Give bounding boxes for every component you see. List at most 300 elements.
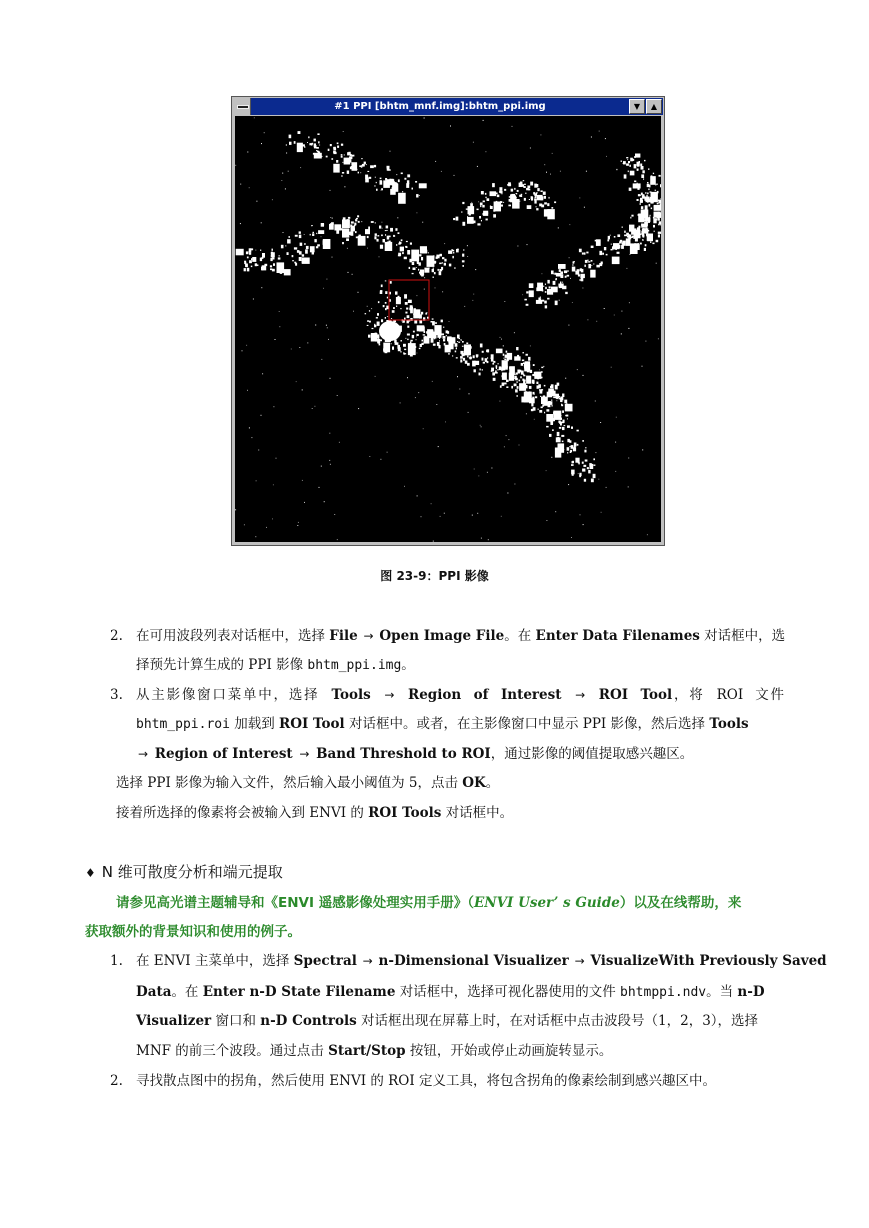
- ppi-speckle: [596, 321, 597, 322]
- ppi-speckle: [304, 243, 306, 244]
- ppi-speckle: [348, 272, 349, 273]
- ppi-speckle: [455, 343, 458, 347]
- ppi-speckle: [343, 230, 346, 234]
- ppi-speckle: [279, 326, 280, 327]
- ppi-speckle: [501, 339, 502, 340]
- ppi-speckle: [279, 255, 280, 256]
- ppi-speckle: [379, 256, 380, 257]
- ppi-speckle: [400, 351, 402, 352]
- ppi-speckle: [504, 359, 506, 360]
- ppi-speckle: [382, 228, 383, 229]
- ppi-speckle: [628, 328, 629, 329]
- ppi-speckle: [467, 216, 468, 217]
- ppi-speckle: [377, 313, 379, 316]
- ppi-speckle: [496, 368, 497, 370]
- ppi-speckle: [287, 252, 289, 255]
- ppi-speckle: [407, 315, 410, 318]
- ppi-speckle: [479, 373, 481, 376]
- ppi-speckle: [630, 158, 633, 162]
- ppi-speckle: [560, 418, 562, 420]
- ppi-speckle: [246, 345, 247, 346]
- ppi-speckle: [562, 410, 564, 413]
- maximize-button[interactable]: ▲: [646, 99, 662, 114]
- ppi-speckle: [621, 311, 622, 312]
- ppi-speckle: [307, 247, 308, 248]
- ppi-speckle: [403, 344, 406, 347]
- ppi-speckle: [402, 252, 404, 254]
- ppi-speckle: [647, 184, 650, 187]
- ppi-speckle: [517, 386, 519, 389]
- ppi-speckle: [342, 172, 344, 174]
- window-titlebar: [233, 98, 663, 115]
- ppi-speckle: [387, 297, 388, 299]
- ppi-speckle: [390, 281, 392, 284]
- ppi-speckle: [587, 319, 588, 320]
- ppi-speckle: [433, 268, 434, 270]
- ppi-speckle: [333, 151, 336, 154]
- ppi-speckle: [334, 224, 341, 230]
- ppi-speckle: [456, 217, 459, 221]
- ppi-speckle: [455, 351, 457, 353]
- ppi-speckle: [501, 516, 502, 517]
- ppi-speckle: [327, 327, 328, 328]
- ppi-speckle: [368, 177, 371, 179]
- ppi-speckle: [558, 445, 559, 447]
- ppi-speckle: [523, 362, 525, 364]
- ppi-speckle: [321, 466, 322, 467]
- ppi-speckle: [292, 255, 294, 257]
- ppi-speckle: [422, 222, 423, 223]
- ppi-speckle: [478, 475, 479, 476]
- ppi-speckle: [271, 255, 272, 256]
- ppi-speckle: [623, 243, 624, 244]
- ppi-speckle: [504, 189, 506, 191]
- ppi-speckle: [272, 199, 273, 200]
- ppi-speckle: [522, 360, 524, 362]
- ppi-speckle: [553, 273, 554, 274]
- ppi-speckle: [522, 401, 523, 402]
- ppi-speckle: [660, 203, 661, 205]
- ppi-speckle: [392, 346, 393, 348]
- ppi-speckle: [442, 257, 444, 259]
- ppi-speckle: [486, 219, 488, 221]
- ppi-speckle: [444, 243, 445, 244]
- ppi-image[interactable]: [235, 116, 661, 542]
- ppi-speckle: [651, 208, 652, 210]
- ppi-speckle: [645, 244, 647, 246]
- ppi-speckle: [463, 202, 465, 203]
- ppi-speckle: [464, 306, 465, 307]
- ppi-speckle: [541, 377, 543, 379]
- section-note-line-2: 获取额外的背景知识和使用的例子。: [85, 924, 301, 940]
- ppi-speckle: [604, 247, 606, 250]
- ppi-speckle: [643, 178, 644, 179]
- ppi-speckle: [539, 298, 541, 300]
- ppi-speckle: [284, 269, 291, 275]
- ppi-speckle: [422, 340, 424, 342]
- ppi-speckle: [642, 232, 644, 235]
- ppi-speckle: [527, 369, 530, 373]
- ppi-speckle: [447, 331, 449, 334]
- system-menu-button[interactable]: [233, 98, 251, 115]
- ppi-speckle: [606, 487, 607, 488]
- ppi-speckle: [583, 524, 584, 525]
- ppi-speckle: [638, 243, 639, 245]
- ppi-speckle: [347, 171, 349, 174]
- ppi-speckle: [623, 161, 626, 164]
- ppi-speckle: [359, 165, 361, 167]
- ppi-speckle: [541, 190, 543, 192]
- ppi-speckle: [544, 209, 550, 216]
- step-b1-number: 1.: [110, 953, 123, 969]
- ppi-speckle: [332, 257, 333, 258]
- ppi-speckle: [573, 261, 575, 263]
- ppi-speckle: [659, 175, 661, 177]
- ppi-speckle: [491, 468, 492, 469]
- ppi-speckle: [655, 190, 656, 191]
- ppi-speckle: [418, 269, 419, 271]
- ppi-speckle: [285, 246, 286, 247]
- ppi-speckle: [520, 182, 523, 185]
- ppi-speckle: [622, 163, 623, 164]
- ppi-speckle: [626, 243, 627, 245]
- ppi-speckle: [598, 479, 599, 480]
- ppi-speckle: [461, 361, 462, 362]
- ppi-speckle: [480, 203, 483, 206]
- ppi-speckle: [564, 425, 566, 426]
- ppi-speckle: [324, 501, 325, 502]
- ppi-speckle: [311, 144, 312, 146]
- ppi-speckle: [472, 515, 473, 516]
- ppi-speckle: [378, 337, 379, 339]
- ppi-speckle: [477, 223, 480, 225]
- ppi-speckle: [650, 182, 651, 184]
- ppi-speckle: [431, 338, 434, 342]
- ppi-speckle: [499, 401, 500, 402]
- ppi-speckle: [558, 264, 566, 269]
- ppi-speckle: [435, 287, 436, 288]
- ppi-speckle: [621, 161, 622, 162]
- ppi-speckle: [493, 361, 495, 363]
- ppi-speckle: [261, 222, 262, 223]
- ppi-speckle: [527, 186, 530, 189]
- ppi-speckle: [646, 195, 647, 197]
- ppi-speckle: [507, 353, 512, 360]
- ppi-speckle: [501, 370, 502, 371]
- ppi-speckle: [555, 413, 557, 416]
- ppi-speckle: [441, 267, 443, 268]
- ppi-speckle: [314, 139, 316, 142]
- ppi-speckle: [480, 425, 481, 426]
- ppi-speckle: [369, 456, 370, 457]
- ppi-speckle: [637, 162, 640, 166]
- ppi-speckle: [508, 439, 509, 440]
- ppi-speckle: [595, 452, 596, 453]
- ppi-speckle: [541, 367, 543, 368]
- ppi-speckle: [367, 248, 368, 249]
- ppi-speckle: [405, 295, 407, 298]
- ppi-speckle: [283, 232, 284, 233]
- ppi-speckle: [591, 272, 594, 275]
- ppi-speckle: [330, 217, 331, 218]
- ppi-speckle: [505, 366, 506, 367]
- ppi-speckle: [412, 262, 415, 265]
- ppi-speckle: [457, 249, 459, 250]
- ppi-speckle: [579, 249, 582, 253]
- ppi-speckle: [412, 335, 414, 338]
- ppi-speckle: [370, 165, 374, 168]
- ppi-speckle: [389, 169, 390, 171]
- ppi-speckle: [444, 513, 445, 514]
- ppi-speckle: [631, 237, 633, 238]
- ppi-speckle: [658, 234, 660, 237]
- ppi-speckle: [355, 231, 357, 233]
- ppi-speckle: [254, 117, 255, 118]
- ppi-speckle: [377, 322, 380, 326]
- ppi-speckle: [545, 291, 547, 293]
- ppi-speckle: [445, 421, 446, 422]
- ppi-speckle: [392, 310, 395, 313]
- ppi-speckle: [439, 263, 441, 265]
- ppi-speckle: [452, 256, 454, 258]
- ppi-speckle: [492, 363, 494, 365]
- ppi-speckle: [473, 294, 474, 295]
- ppi-speckle: [441, 171, 442, 172]
- ppi-speckle: [369, 321, 371, 323]
- ppi-speckle: [629, 165, 631, 167]
- ppi-speckle: [582, 440, 584, 442]
- ppi-speckle: [572, 264, 573, 265]
- ppi-speckle: [543, 192, 546, 195]
- ppi-speckle: [574, 447, 576, 449]
- ppi-speckle: [656, 206, 658, 209]
- ppi-speckle: [401, 340, 402, 342]
- ppi-speckle: [631, 173, 632, 174]
- ppi-speckle: [650, 242, 651, 243]
- ppi-speckle: [348, 232, 350, 235]
- ppi-speckle: [387, 316, 388, 317]
- ppi-speckle: [375, 233, 377, 236]
- ppi-speckle: [570, 278, 571, 279]
- ppi-speckle: [442, 291, 443, 292]
- ppi-speckle: [379, 226, 381, 229]
- ppi-speckle: [606, 254, 608, 256]
- ppi-speckle: [537, 195, 543, 200]
- ppi-speckle: [439, 271, 442, 275]
- ppi-speckle: [578, 461, 580, 463]
- ppi-speckle: [244, 524, 245, 525]
- ppi-speckle: [641, 193, 643, 195]
- ppi-speckle: [640, 243, 642, 245]
- ppi-speckle: [536, 287, 539, 291]
- ppi-speckle: [462, 341, 464, 343]
- ppi-speckle: [541, 397, 548, 404]
- ppi-speckle: [647, 193, 649, 195]
- ppi-speckle: [641, 206, 643, 209]
- ppi-speckle: [367, 171, 369, 172]
- ppi-speckle: [312, 233, 314, 236]
- ppi-speckle: [584, 207, 585, 208]
- ppi-speckle: [545, 284, 546, 286]
- ppi-speckle: [635, 238, 637, 240]
- ppi-speckle: [395, 228, 397, 231]
- ppi-speckle: [569, 446, 570, 447]
- ppi-speckle: [529, 391, 531, 392]
- ppi-speckle: [553, 412, 555, 415]
- ppi-speckle: [352, 274, 353, 275]
- ppi-speckle: [401, 239, 403, 241]
- ppi-speckle: [416, 353, 417, 354]
- ppi-speckle: [481, 191, 484, 194]
- ppi-speckle: [470, 203, 473, 207]
- ppi-speckle: [535, 184, 539, 187]
- ppi-speckle: [524, 184, 526, 185]
- ppi-speckle: [637, 229, 639, 231]
- ppi-speckle: [253, 299, 254, 300]
- ppi-speckle: [315, 325, 316, 326]
- ppi-speckle: [374, 325, 376, 327]
- ppi-speckle: [386, 226, 389, 229]
- ppi-speckle: [534, 419, 535, 420]
- step-b1-line-4: MNF 的前三个波段。通过点击 Start/Stop 按钮，开始或停止动画旋转显示。: [136, 1043, 613, 1059]
- ppi-speckle: [492, 192, 495, 196]
- ppi-speckle: [424, 337, 430, 344]
- ppi-speckle: [611, 367, 612, 368]
- ppi-speckle: [553, 281, 556, 285]
- ppi-speckle: [630, 171, 635, 176]
- ppi-speckle: [660, 198, 661, 199]
- ppi-speckle: [261, 415, 262, 416]
- ppi-speckle: [342, 220, 350, 229]
- ppi-speckle: [524, 365, 526, 366]
- ppi-speckle: [493, 378, 496, 381]
- ppi-speckle: [300, 243, 303, 246]
- ppi-speckle: [642, 217, 644, 220]
- ppi-speckle: [628, 458, 629, 459]
- ppi-speckle: [235, 509, 236, 510]
- ppi-speckle: [416, 336, 417, 337]
- ppi-speckle: [377, 235, 379, 236]
- ppi-speckle: [541, 371, 543, 373]
- ppi-speckle: [326, 325, 327, 326]
- ppi-speckle: [515, 389, 518, 392]
- ppi-speckle: [276, 458, 277, 459]
- ppi-speckle: [294, 247, 297, 249]
- ppi-speckle: [375, 177, 376, 178]
- ppi-speckle: [555, 301, 558, 306]
- ppi-speckle: [481, 426, 482, 427]
- ppi-speckle: [574, 443, 577, 447]
- ppi-speckle: [600, 422, 601, 423]
- ppi-speckle: [318, 141, 320, 143]
- ppi-speckle: [624, 231, 626, 233]
- ppi-speckle: [240, 223, 241, 224]
- ppi-speckle: [503, 361, 505, 362]
- ppi-speckle: [541, 205, 544, 208]
- ppi-speckle: [328, 339, 329, 340]
- ppi-speckle: [405, 353, 406, 354]
- ppi-speckle: [434, 272, 436, 274]
- ppi-speckle: [568, 325, 569, 326]
- ppi-speckle: [633, 183, 641, 188]
- ppi-speckle: [448, 250, 452, 254]
- ppi-speckle: [526, 413, 527, 414]
- ppi-speckle: [500, 385, 502, 387]
- ppi-speckle: [266, 527, 267, 528]
- ppi-speckle: [534, 198, 536, 199]
- ppi-speckle: [287, 239, 291, 243]
- ppi-speckle: [539, 369, 540, 370]
- ppi-speckle: [650, 215, 651, 217]
- ppi-speckle: [521, 371, 524, 375]
- ppi-speckle: [548, 389, 554, 395]
- ppi-speckle: [552, 153, 553, 154]
- step-3-number: 3.: [110, 687, 123, 703]
- ppi-speckle: [516, 347, 518, 350]
- ppi-speckle: [302, 254, 304, 256]
- ppi-speckle: [648, 218, 651, 222]
- ppi-speckle: [591, 265, 592, 266]
- ppi-speckle: [497, 363, 498, 364]
- ppi-speckle: [503, 358, 504, 359]
- window-title: #1 PPI [bhtm_mnf.img]:bhtm_ppi.img: [334, 101, 546, 112]
- ppi-speckle: [387, 452, 388, 453]
- ppi-speckle: [474, 361, 479, 365]
- ppi-speckle: [593, 458, 595, 460]
- ppi-speckle: [323, 288, 324, 289]
- ppi-speckle: [482, 358, 484, 361]
- ppi-speckle: [586, 171, 587, 172]
- ppi-speckle: [396, 174, 397, 175]
- ppi-speckle: [493, 214, 496, 217]
- ppi-speckle: [465, 348, 466, 350]
- minimize-button[interactable]: ▼: [629, 99, 645, 114]
- ppi-speckle: [351, 163, 353, 166]
- ppi-speckle: [434, 263, 435, 264]
- ppi-speckle: [627, 159, 628, 160]
- ppi-speckle: [358, 408, 359, 409]
- ppi-speckle: [385, 280, 387, 281]
- ppi-speckle: [272, 518, 273, 519]
- ppi-speckle: [648, 222, 649, 223]
- ppi-speckle: [496, 365, 498, 368]
- ppi-speckle: [653, 173, 654, 174]
- ppi-speckle: [482, 351, 484, 353]
- ppi-speckle: [514, 386, 515, 387]
- ppi-speckle: [526, 378, 528, 379]
- ppi-speckle: [462, 254, 464, 257]
- ppi-speckle: [546, 520, 547, 521]
- ppi-speckle: [557, 383, 560, 386]
- ppi-speckle: [616, 417, 617, 418]
- ppi-speckle: [528, 381, 530, 383]
- ppi-speckle: [552, 429, 554, 431]
- ppi-speckle: [242, 350, 243, 351]
- ppi-speckle: [483, 201, 485, 203]
- ppi-speckle: [383, 239, 386, 242]
- ppi-speckle: [359, 235, 361, 238]
- ppi-speckle: [308, 136, 309, 138]
- ppi-speckle: [432, 381, 433, 382]
- ppi-speckle: [555, 279, 556, 280]
- ppi-speckle: [577, 369, 578, 370]
- ppi-speckle: [552, 418, 555, 421]
- ppi-speckle: [282, 173, 283, 174]
- ppi-speckle: [424, 289, 425, 290]
- ppi-speckle: [511, 386, 513, 389]
- ppi-speckle: [291, 349, 292, 350]
- ppi-speckle: [366, 177, 367, 178]
